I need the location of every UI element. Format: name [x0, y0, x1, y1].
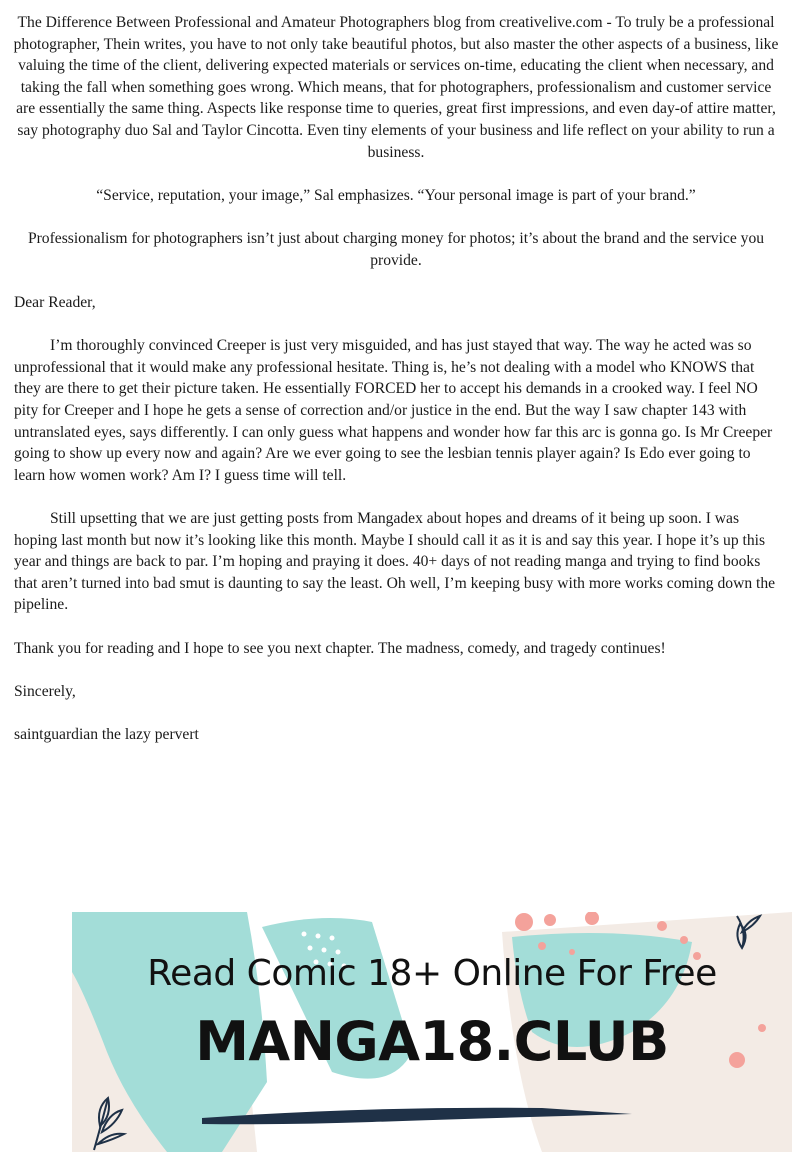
letter-paragraph: Thank you for reading and I hope to see you next chapter. The madness, comedy, and tragedy continues!	[14, 639, 666, 657]
closing: Sincerely,	[14, 682, 76, 700]
salutation: Dear Reader,	[14, 294, 96, 311]
quote-paragraph: The Difference Between Professional and Amateur Photographers blog from creativelive.com - To truly be a professional photographer, Thein writes, you have to not only take beautiful photos, but also master the other aspects of a business, like valuing the time of the client, delivering expected materials or services on-time, educating the client when necessary, and taking the fall when something goes wrong. Which means, that for photographers, professionalism and customer service are essentially the same thing. Aspects like response time to queries, great first impressions, and even day-of attire matter, say photography duo Sal and Taylor Cincotta. Even tiny elements of your business and life reflect on your ability to run a business.	[13, 14, 779, 161]
signature: saintguardian the lazy pervert	[14, 725, 199, 743]
promo-banner[interactable]	[72, 912, 792, 1152]
quoted-article	[12, 12, 780, 271]
banner-site-name[interactable]: MANGA18.CLUB	[195, 1010, 669, 1073]
quote-paragraph: Professionalism for photographers isn’t just about charging money for photos; it’s about the brand and the service you provide.	[27, 229, 765, 269]
banner-tagline[interactable]: Read Comic 18+ Online For Free	[147, 953, 717, 994]
letter	[14, 292, 780, 767]
letter-paragraph: I’m thoroughly convinced Creeper is just very misguided, and has just stayed that way. The way he acted was so unprofessional that it would make any professional hesitate. Thing is, he’s not dealing with a model who KNOWS that they are there to get their picture taken. He essentially FORCED her to accept his demands in a crooked way. I feel NO pity for Creeper and I hope he gets a sense of correction and/or justice in the end. But the way I saw chapter 143 with untranslated eyes, says differently. I can only guess what happens and wonder how far this arc is gonna go. Is Mr Creeper going to show up every now and again? Are we ever going to see the lesbian tennis player again? Is Edo ever going to learn how women work? Am I? I guess time will tell.	[14, 337, 773, 484]
quote-paragraph: “Service, reputation, your image,” Sal emphasizes. “Your personal image is part of your brand.”	[96, 186, 696, 204]
letter-paragraph: Still upsetting that we are just getting posts from Mangadex about hopes and dreams of it being up soon. I was hoping last month but now it’s looking like this month. Maybe I should call it as it is and say this year. I hope it’s up this year and things are back to par. I’m hoping and praying it does. 40+ days of not reading manga and trying to find books that aren’t turned into bad smut is daunting to say the least. Oh well, I’m keeping busy with more works coming down the pipeline.	[14, 509, 776, 614]
